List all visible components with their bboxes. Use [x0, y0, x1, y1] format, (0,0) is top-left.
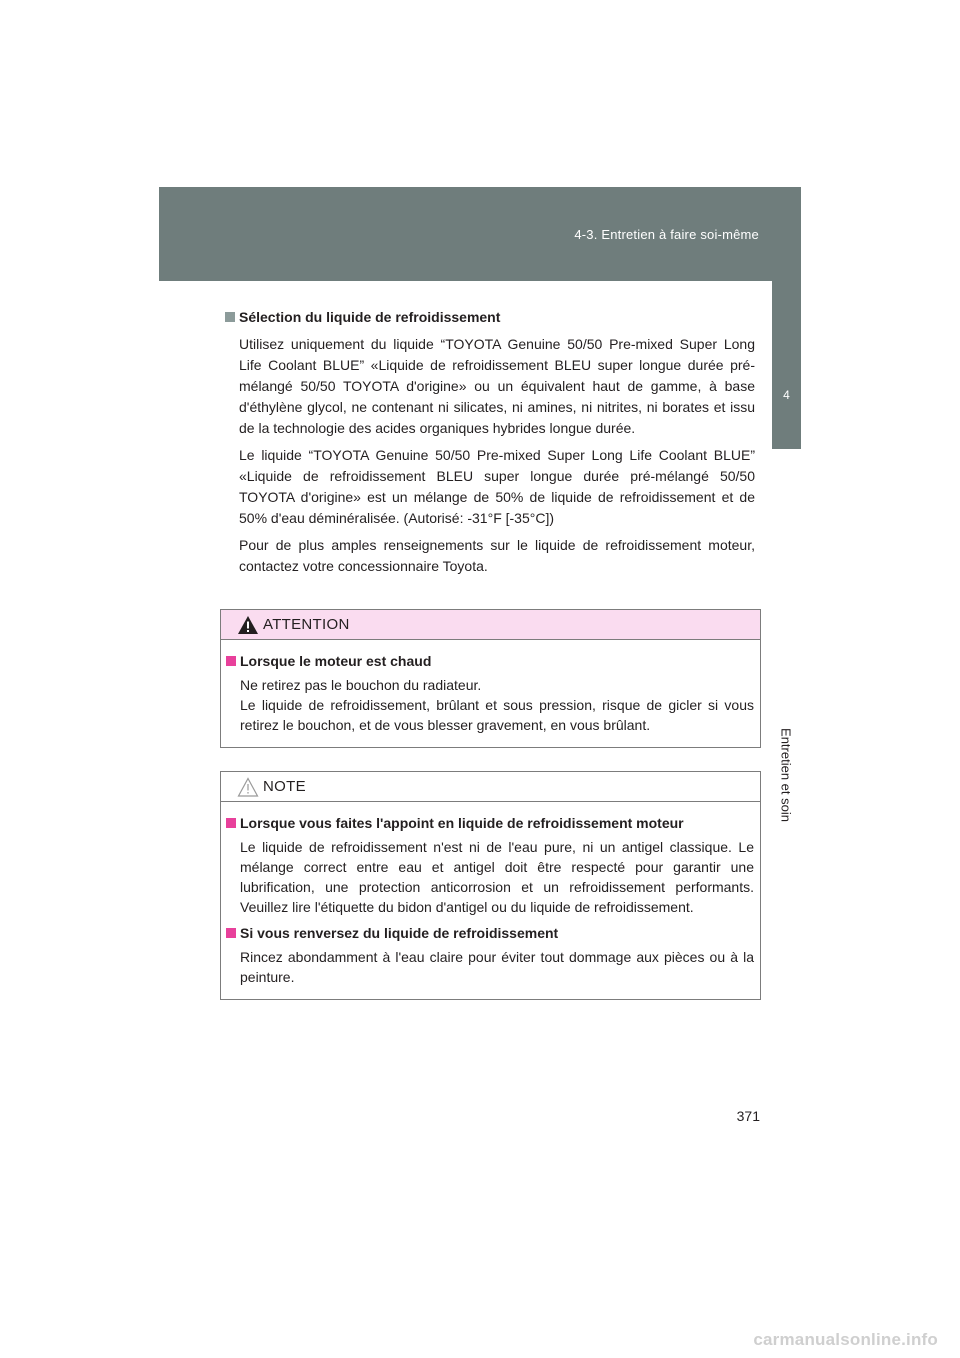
attention-body — [221, 640, 760, 747]
side-tab-top — [772, 281, 801, 337]
header-band — [159, 187, 801, 281]
chapter-label: Entretien et soin — [778, 728, 794, 822]
square-bullet-icon — [226, 656, 236, 666]
caution-triangle-icon — [237, 777, 259, 797]
section-title: 4-3. Entretien à faire soi-même — [574, 227, 759, 242]
note-header — [221, 772, 760, 802]
warning-triangle-icon — [237, 615, 259, 635]
square-bullet-icon — [226, 928, 236, 938]
paragraph: Le liquide “TOYOTA Genuine 50/50 Pre-mixed Super Long Life Coolant BLUE” «Liquide de refroidissement BLEU super longue durée pré-mélangé 50/50 TOYOTA d'origine» est un mélange de 50% de liquide de refroidissement et de 50% d'eau déminéralisée. (Autorisé: -31°F [-35°C]) — [239, 447, 755, 526]
note-box — [220, 771, 761, 1000]
attention-box — [220, 609, 761, 748]
attention-header — [221, 610, 760, 640]
note-heading: Si vous renversez du liquide de refroidissement — [226, 924, 754, 942]
section-heading: Sélection du liquide de refroidissement — [225, 308, 755, 326]
side-tab — [772, 337, 801, 449]
square-bullet-icon — [226, 818, 236, 828]
attention-heading: Lorsque le moteur est chaud — [226, 652, 754, 670]
paragraph: Pour de plus amples renseignements sur le liquide de refroidissement moteur, contactez votre concessionnaire Toyota. — [239, 537, 755, 574]
watermark: carmanualsonline.info — [753, 1330, 938, 1349]
note-heading: Lorsque vous faites l'appoint en liquide de refroidissement moteur — [226, 814, 754, 832]
note-title: NOTE — [263, 778, 306, 795]
note-body — [221, 802, 760, 999]
square-bullet-icon — [225, 312, 235, 322]
attention-title: ATTENTION — [263, 616, 350, 633]
coolant-section — [225, 308, 755, 583]
note-text: Le liquide de refroidissement n'est ni de l'eau pure, ni un antigel classique. Le mélange correct entre eau et antigel doit être respecté pour garantir une lubrification, une protection anticorrosion et un refroidissement performants. Veuillez lire l'étiquette du bidon d'antigel ou du liquide de refroidissement. — [240, 839, 754, 915]
paragraph: Utilisez uniquement du liquide “TOYOTA Genuine 50/50 Pre-mixed Super Long Life Coolant BLUE” «Liquide de refroidissement BLEU super longue durée pré-mélangé 50/50 TOYOTA d'origine» ou un équivalent haut de gamme, à base d'éthylène glycol, ne contenant ni silicates, ni amines, ni nitrites, ni borates et issu de la technologie des acides organiques hybrides longue durée. — [239, 336, 755, 436]
chapter-number: 4 — [783, 388, 790, 402]
attention-line: Le liquide de refroidissement, brûlant et sous pression, risque de gicler si vous retirez le bouchon, et de vous blesser gravement, en vous brûlant. — [240, 697, 754, 733]
side-tab-label — [777, 720, 795, 830]
note-text: Rincez abondamment à l'eau claire pour éviter tout dommage aux pièces ou à la peinture. — [240, 949, 754, 985]
attention-line: Ne retirez pas le bouchon du radiateur. — [240, 677, 482, 693]
page-number: 371 — [736, 1108, 760, 1124]
